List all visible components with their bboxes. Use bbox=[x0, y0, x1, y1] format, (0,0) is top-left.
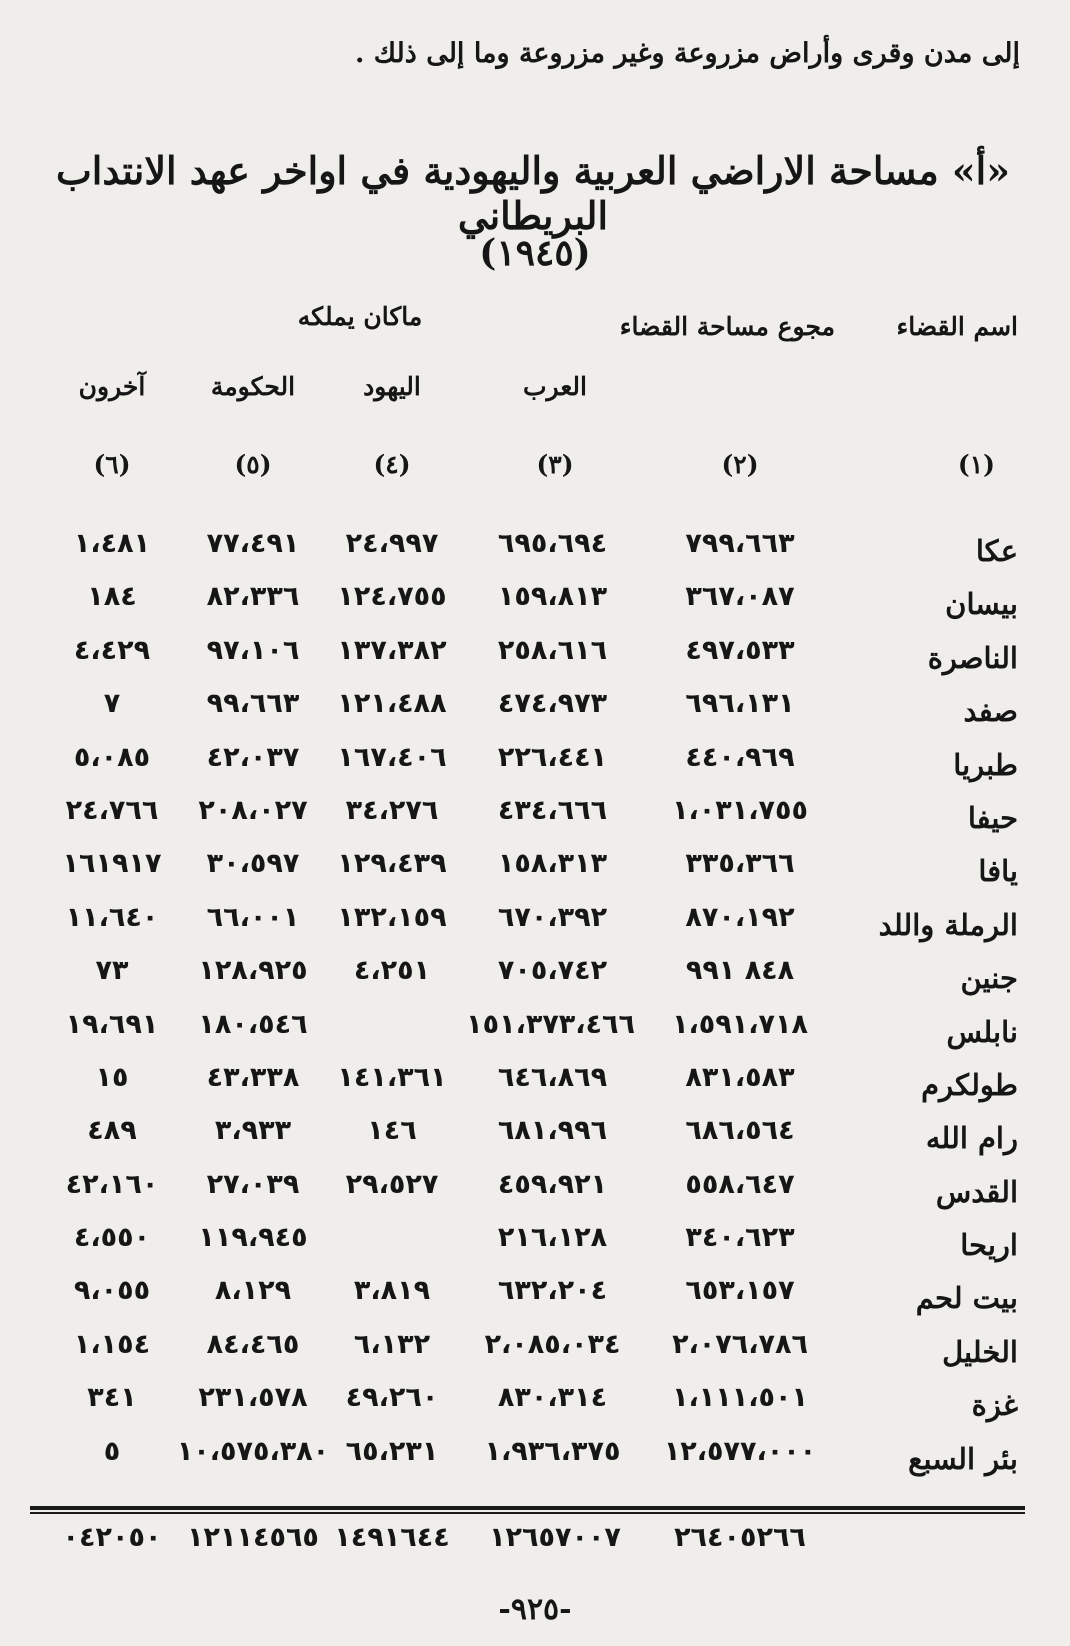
government-area: ٧٧،٤٩١ bbox=[206, 528, 300, 559]
data-table bbox=[0, 528, 1070, 1489]
header-others: آخرون bbox=[78, 372, 146, 401]
government-area: ٤٣،٣٣٨ bbox=[206, 1061, 300, 1093]
table-row bbox=[0, 688, 1070, 741]
total-area: ٣٤٠،٦٢٣ bbox=[685, 1222, 795, 1254]
others-area: ٧٣ bbox=[95, 955, 129, 987]
table-row bbox=[0, 1062, 1070, 1115]
header-arabs: العرب bbox=[523, 372, 587, 401]
total-area: ٤٩٧،٥٣٣ bbox=[685, 634, 795, 666]
district-name: اريحا bbox=[960, 1228, 1018, 1263]
totals-row bbox=[0, 1522, 1070, 1562]
others-area: ١،٤٨١ bbox=[73, 528, 151, 559]
table-row bbox=[0, 1436, 1070, 1489]
government-area: ٦٦،٠٠١ bbox=[206, 901, 300, 933]
government-area: ٢٧،٠٣٩ bbox=[206, 1168, 300, 1200]
district-name: غزة bbox=[971, 1388, 1018, 1423]
total-area: ٦٥٣،١٥٧ bbox=[685, 1275, 795, 1307]
district-name: حيفا bbox=[967, 800, 1018, 835]
government-area: ٩٧،١٠٦ bbox=[206, 634, 300, 666]
totals-rule-thin bbox=[30, 1512, 1025, 1514]
table-row bbox=[0, 1169, 1070, 1222]
jews-area: ٤٩،٢٦٠ bbox=[345, 1382, 439, 1414]
total-area: ٨٤٨ ٩٩١ bbox=[685, 955, 795, 987]
government-area: ١٠،٥٧٥،٣٨٠ bbox=[176, 1435, 330, 1467]
arabs-area: ١٥٩،٨١٣ bbox=[497, 581, 608, 613]
jews-area: ١٣٧،٣٨٢ bbox=[337, 634, 447, 666]
government-area: ٨،١٢٩ bbox=[214, 1275, 292, 1307]
total-area: ١،١١١،٥٠١ bbox=[672, 1382, 808, 1414]
total-government-sum: ١٢١١٤٥٦٥ bbox=[187, 1522, 319, 1553]
others-area: ٩،٠٥٥ bbox=[73, 1275, 151, 1307]
arabs-area: ٤٥٩،٩٢١ bbox=[497, 1168, 608, 1200]
table-row bbox=[0, 1275, 1070, 1328]
government-area: ٤٢،٠٣٧ bbox=[206, 741, 300, 773]
total-area: ١،٠٣١،٧٥٥ bbox=[672, 794, 808, 826]
district-name: الخليل bbox=[942, 1334, 1018, 1369]
others-area: ٤٢،١٦٠ bbox=[65, 1168, 159, 1200]
total-area: ٦٩٦،١٣١ bbox=[685, 688, 795, 720]
total-area: ٣٣٥،٣٦٦ bbox=[685, 848, 795, 880]
table-row bbox=[0, 1382, 1070, 1435]
header-government: الحكومة bbox=[210, 372, 296, 401]
government-area: ٣٠،٥٩٧ bbox=[206, 848, 300, 880]
table-row bbox=[0, 1222, 1070, 1275]
government-area: ١١٩،٩٤٥ bbox=[198, 1222, 308, 1254]
arabs-area: ١٥١،٣٧٣،٤٦٦ bbox=[466, 1008, 635, 1040]
district-name: نابلس bbox=[946, 1014, 1018, 1049]
district-name: طولكرم bbox=[921, 1067, 1018, 1102]
column-number-5: (٥) bbox=[234, 450, 272, 479]
district-name: الناصرة bbox=[927, 640, 1018, 675]
jews-area: ٣،٨١٩ bbox=[353, 1275, 431, 1307]
table-row bbox=[0, 902, 1070, 955]
arabs-area: ٦٧٠،٣٩٢ bbox=[497, 901, 608, 933]
table-row bbox=[0, 581, 1070, 634]
government-area: ٨٢،٣٣٦ bbox=[206, 581, 300, 613]
government-area: ٩٩،٦٦٣ bbox=[206, 688, 300, 720]
arabs-area: ٦٩٥،٦٩٤ bbox=[497, 528, 608, 559]
arabs-area: ٨٣٠،٣١٤ bbox=[497, 1382, 608, 1414]
total-area: ٥٥٨،٦٤٧ bbox=[685, 1168, 795, 1200]
page-number: -٩٢٥- bbox=[498, 1592, 572, 1627]
arabs-area: ٢١٦،١٢٨ bbox=[497, 1222, 608, 1254]
total-arabs-sum: ١٢٦٥٧٠٠٧ bbox=[489, 1522, 621, 1553]
header-owned-by: ماكان يملكه bbox=[297, 302, 423, 331]
jews-area: ٣٤،٢٧٦ bbox=[345, 794, 439, 826]
total-area: ٤٤٠،٩٦٩ bbox=[685, 741, 795, 773]
arabs-area: ١،٩٣٦،٣٧٥ bbox=[484, 1435, 621, 1467]
jews-area: ٢٤،٩٩٧ bbox=[345, 528, 439, 559]
column-number-6: (٦) bbox=[93, 450, 131, 479]
jews-area: ١٣٢،١٥٩ bbox=[337, 901, 447, 933]
others-area: ١٦١٩١٧ bbox=[62, 848, 162, 880]
table-row bbox=[0, 1329, 1070, 1382]
header-jews: اليهود bbox=[363, 372, 421, 401]
header-district-name: اسم القضاء bbox=[896, 312, 1018, 341]
total-area: ٦٨٦،٥٦٤ bbox=[685, 1115, 795, 1147]
district-name: القدس bbox=[935, 1174, 1018, 1209]
table-row bbox=[0, 635, 1070, 688]
jews-area: ١٦٧،٤٠٦ bbox=[337, 741, 447, 773]
total-area: ٨٣١،٥٨٣ bbox=[685, 1061, 795, 1093]
district-name: بيت لحم bbox=[915, 1281, 1018, 1316]
arabs-area: ٦٨١،٩٩٦ bbox=[497, 1115, 608, 1147]
jews-area: ١٤٦ bbox=[367, 1115, 417, 1147]
district-name: عكا bbox=[975, 534, 1018, 568]
year-heading: (١٩٤٥) bbox=[479, 232, 591, 274]
others-area: ٧ bbox=[103, 688, 121, 720]
jews-area: ١٢١،٤٨٨ bbox=[337, 688, 447, 720]
arabs-area: ٦٤٦،٨٦٩ bbox=[497, 1061, 608, 1093]
column-number-3: (٣) bbox=[536, 450, 574, 479]
jews-area: ٢٩،٥٢٧ bbox=[345, 1168, 439, 1200]
arabs-area: ٢،٠٨٥،٠٣٤ bbox=[484, 1328, 621, 1360]
table-row bbox=[0, 955, 1070, 1008]
table-row bbox=[0, 795, 1070, 848]
others-area: ١،١٥٤ bbox=[73, 1328, 151, 1360]
others-area: ٤٨٩ bbox=[87, 1115, 137, 1147]
others-area: ١١،٦٤٠ bbox=[65, 901, 159, 933]
government-area: ٨٤،٤٦٥ bbox=[206, 1328, 300, 1360]
arabs-area: ٧٠٥،٧٤٢ bbox=[497, 955, 608, 987]
total-jews-sum: ١٤٩١٦٤٤ bbox=[334, 1522, 450, 1553]
government-area: ٣،٩٣٣ bbox=[214, 1115, 292, 1147]
total-area: ٢،٠٧٦،٧٨٦ bbox=[672, 1328, 808, 1360]
others-area: ٢٤،٧٦٦ bbox=[65, 794, 159, 826]
district-name: يافا bbox=[978, 854, 1018, 889]
arabs-area: ١٥٨،٣١٣ bbox=[497, 848, 608, 880]
others-area: ٥،٠٨٥ bbox=[73, 741, 151, 773]
arabs-area: ٦٣٢،٢٠٤ bbox=[497, 1275, 608, 1307]
jews-area: ١٤١،٣٦١ bbox=[337, 1061, 447, 1093]
arabs-area: ٤٣٤،٦٦٦ bbox=[497, 794, 608, 826]
total-area: ١،٥٩١،٧١٨ bbox=[672, 1008, 808, 1040]
arabs-area: ٢٥٨،٦١٦ bbox=[497, 634, 608, 666]
others-area: ١٥ bbox=[95, 1061, 129, 1093]
table-row bbox=[0, 1115, 1070, 1168]
section-heading: «أ» مساحة الاراضي العربية واليهودية في اواخر عهد الانتداب البريطاني bbox=[56, 148, 1010, 238]
jews-area: ٦٥،٢٣١ bbox=[345, 1435, 439, 1467]
column-number-2: (٢) bbox=[721, 450, 759, 479]
district-name: جنين bbox=[960, 961, 1018, 996]
total-area: ١٢،٥٧٧،٠٠٠ bbox=[663, 1435, 817, 1467]
column-number-1: (١) bbox=[957, 450, 995, 479]
district-name: طبريا bbox=[953, 747, 1018, 782]
table-row bbox=[0, 742, 1070, 795]
total-others-sum: ٠٤٢٠٥٠ bbox=[62, 1522, 162, 1553]
district-name: صفد bbox=[963, 694, 1018, 729]
column-number-4: (٤) bbox=[373, 450, 411, 479]
total-area-sum: ٢٦٤٠٥٢٦٦ bbox=[674, 1522, 806, 1553]
others-area: ١٨٤ bbox=[87, 581, 137, 613]
government-area: ٢٣١،٥٧٨ bbox=[198, 1382, 308, 1414]
total-area: ٧٩٩،٦٦٣ bbox=[685, 528, 795, 559]
totals-rule bbox=[30, 1506, 1025, 1510]
district-name: بيسان bbox=[945, 587, 1018, 622]
others-area: ٥ bbox=[103, 1435, 121, 1467]
government-area: ١٨٠،٥٤٦ bbox=[198, 1008, 308, 1040]
district-name: بئر السبع bbox=[908, 1441, 1018, 1476]
table-row bbox=[0, 1009, 1070, 1062]
arabs-area: ٢٢٦،٤٤١ bbox=[497, 741, 608, 773]
jews-area: ١٢٤،٧٥٥ bbox=[337, 581, 447, 613]
others-area: ٤،٥٥٠ bbox=[73, 1222, 151, 1254]
district-name: رام الله bbox=[925, 1121, 1018, 1156]
jews-area: ٦،١٣٢ bbox=[353, 1328, 431, 1360]
total-area: ٨٧٠،١٩٢ bbox=[685, 901, 795, 933]
government-area: ٢٠٨،٠٢٧ bbox=[198, 794, 308, 826]
government-area: ١٢٨،٩٢٥ bbox=[198, 955, 308, 987]
jews-area: ١٢٩،٤٣٩ bbox=[337, 848, 447, 880]
others-area: ١٩،٦٩١ bbox=[65, 1008, 159, 1040]
others-area: ٣٤١ bbox=[87, 1382, 137, 1414]
total-area: ٣٦٧،٠٨٧ bbox=[685, 581, 795, 613]
intro-text: إلى مدن وقرى وأراض مزروعة وغير مزروعة وما إلى ذلك . bbox=[354, 38, 1020, 69]
others-area: ٤،٤٢٩ bbox=[73, 634, 151, 666]
arabs-area: ٤٧٤،٩٧٣ bbox=[497, 688, 608, 720]
table-row bbox=[0, 848, 1070, 901]
jews-area: ٤،٢٥١ bbox=[353, 955, 431, 987]
table-row bbox=[0, 528, 1070, 581]
district-name: الرملة واللد bbox=[878, 907, 1018, 942]
header-total-area: مجوع مساحة القضاء bbox=[619, 312, 835, 341]
